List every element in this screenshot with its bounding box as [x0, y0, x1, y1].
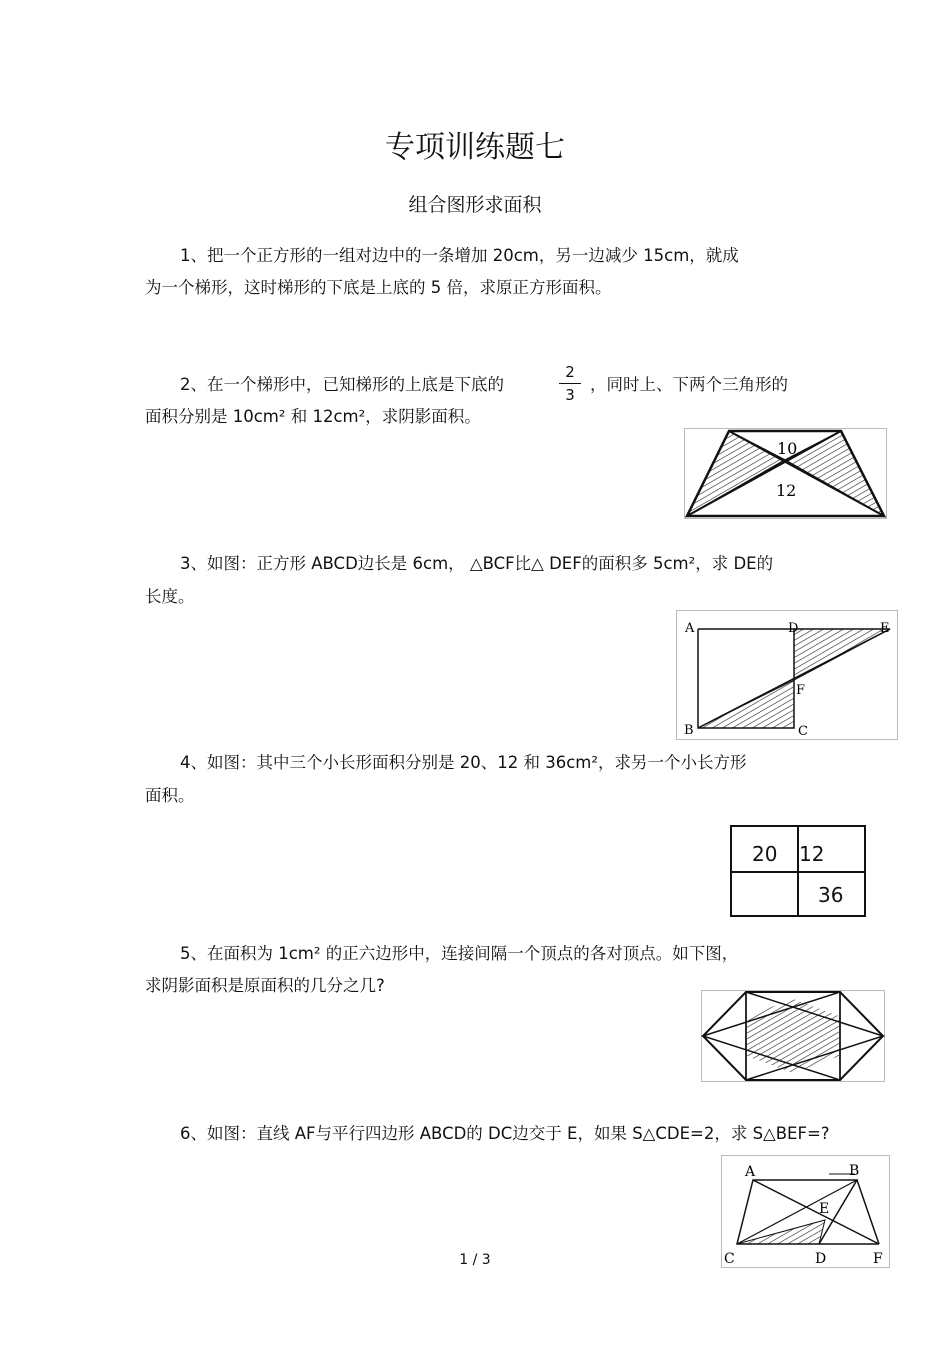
label-c: C: [724, 1251, 735, 1267]
shaded-triangle-right: [785, 431, 884, 516]
q3-line1: 3、如图：正方形 ABCD边长是 6cm， △BCF比△ DEF的面积多 5cm²，求 DE的: [180, 554, 774, 573]
label-top-triangle: 10: [777, 439, 798, 458]
q1-line1: 1、把一个正方形的一组对边中的一条增加 20cm，另一边减少 15cm，就成: [180, 246, 739, 265]
q5-line1: 5、在面积为 1cm² 的正六边形中，连接间隔一个顶点的各对顶点。如下图，: [180, 944, 739, 963]
page-number: 1 / 3: [459, 1252, 491, 1268]
label-b: B: [684, 723, 694, 738]
label-f: F: [796, 683, 806, 698]
q4-line2: 面积。: [145, 786, 195, 805]
shaded-hexagon: [747, 999, 839, 1073]
label-d: D: [815, 1251, 827, 1267]
label-d: D: [788, 621, 799, 636]
label-b: B: [849, 1163, 860, 1179]
label-a: A: [685, 621, 695, 636]
label-bottom-triangle: 12: [776, 481, 797, 500]
fraction-bar: [559, 383, 581, 384]
q6-line1: 6、如图：直线 AF与平行四边形 ABCD的 DC边交于 E，如果 S△CDE=2，求 S△BEF=?: [180, 1124, 830, 1143]
fraction-numerator: 2: [565, 363, 575, 381]
shaded-triangle-cde: [737, 1220, 825, 1244]
q2-line2: 面积分别是 10cm² 和 12cm²，求阴影面积。: [145, 407, 481, 426]
q4-rectangle-grid: [730, 825, 866, 917]
q3-line2: 长度。: [145, 587, 195, 606]
page-subtitle: 组合图形求面积: [408, 194, 542, 216]
q2-line1a: 2、在一个梯形中，已知梯形的上底是下底的: [180, 375, 504, 394]
q3-square-figure: [676, 610, 898, 740]
label-e: E: [819, 1201, 830, 1217]
cell-top-right: 12: [799, 842, 825, 866]
q1-line2: 为一个梯形，这时梯形的下底是上底的 5 倍，求原正方形面积。: [145, 278, 612, 297]
q5-line2: 求阴影面积是原面积的几分之几?: [145, 976, 385, 995]
label-e: E: [880, 621, 890, 636]
label-a: A: [745, 1164, 756, 1180]
q5-hexagon-figure: [701, 990, 885, 1082]
grid-horizontal-divider: [732, 871, 864, 873]
cell-bottom-right: 36: [818, 883, 844, 907]
q2-trapezoid-figure: [684, 428, 887, 519]
shaded-triangle-left: [687, 431, 785, 516]
label-f: F: [873, 1251, 883, 1267]
label-c: C: [798, 724, 808, 739]
fraction-denominator: 3: [565, 386, 575, 404]
q2-line1b: ，同时上、下两个三角形的: [590, 375, 788, 394]
page-title: 专项训练题七: [385, 130, 565, 165]
q2-fraction: [559, 362, 581, 405]
q4-line1: 4、如图：其中三个小长形面积分别是 20、12 和 36cm²，求另一个小长方形: [180, 753, 747, 772]
cell-top-left: 20: [752, 842, 778, 866]
